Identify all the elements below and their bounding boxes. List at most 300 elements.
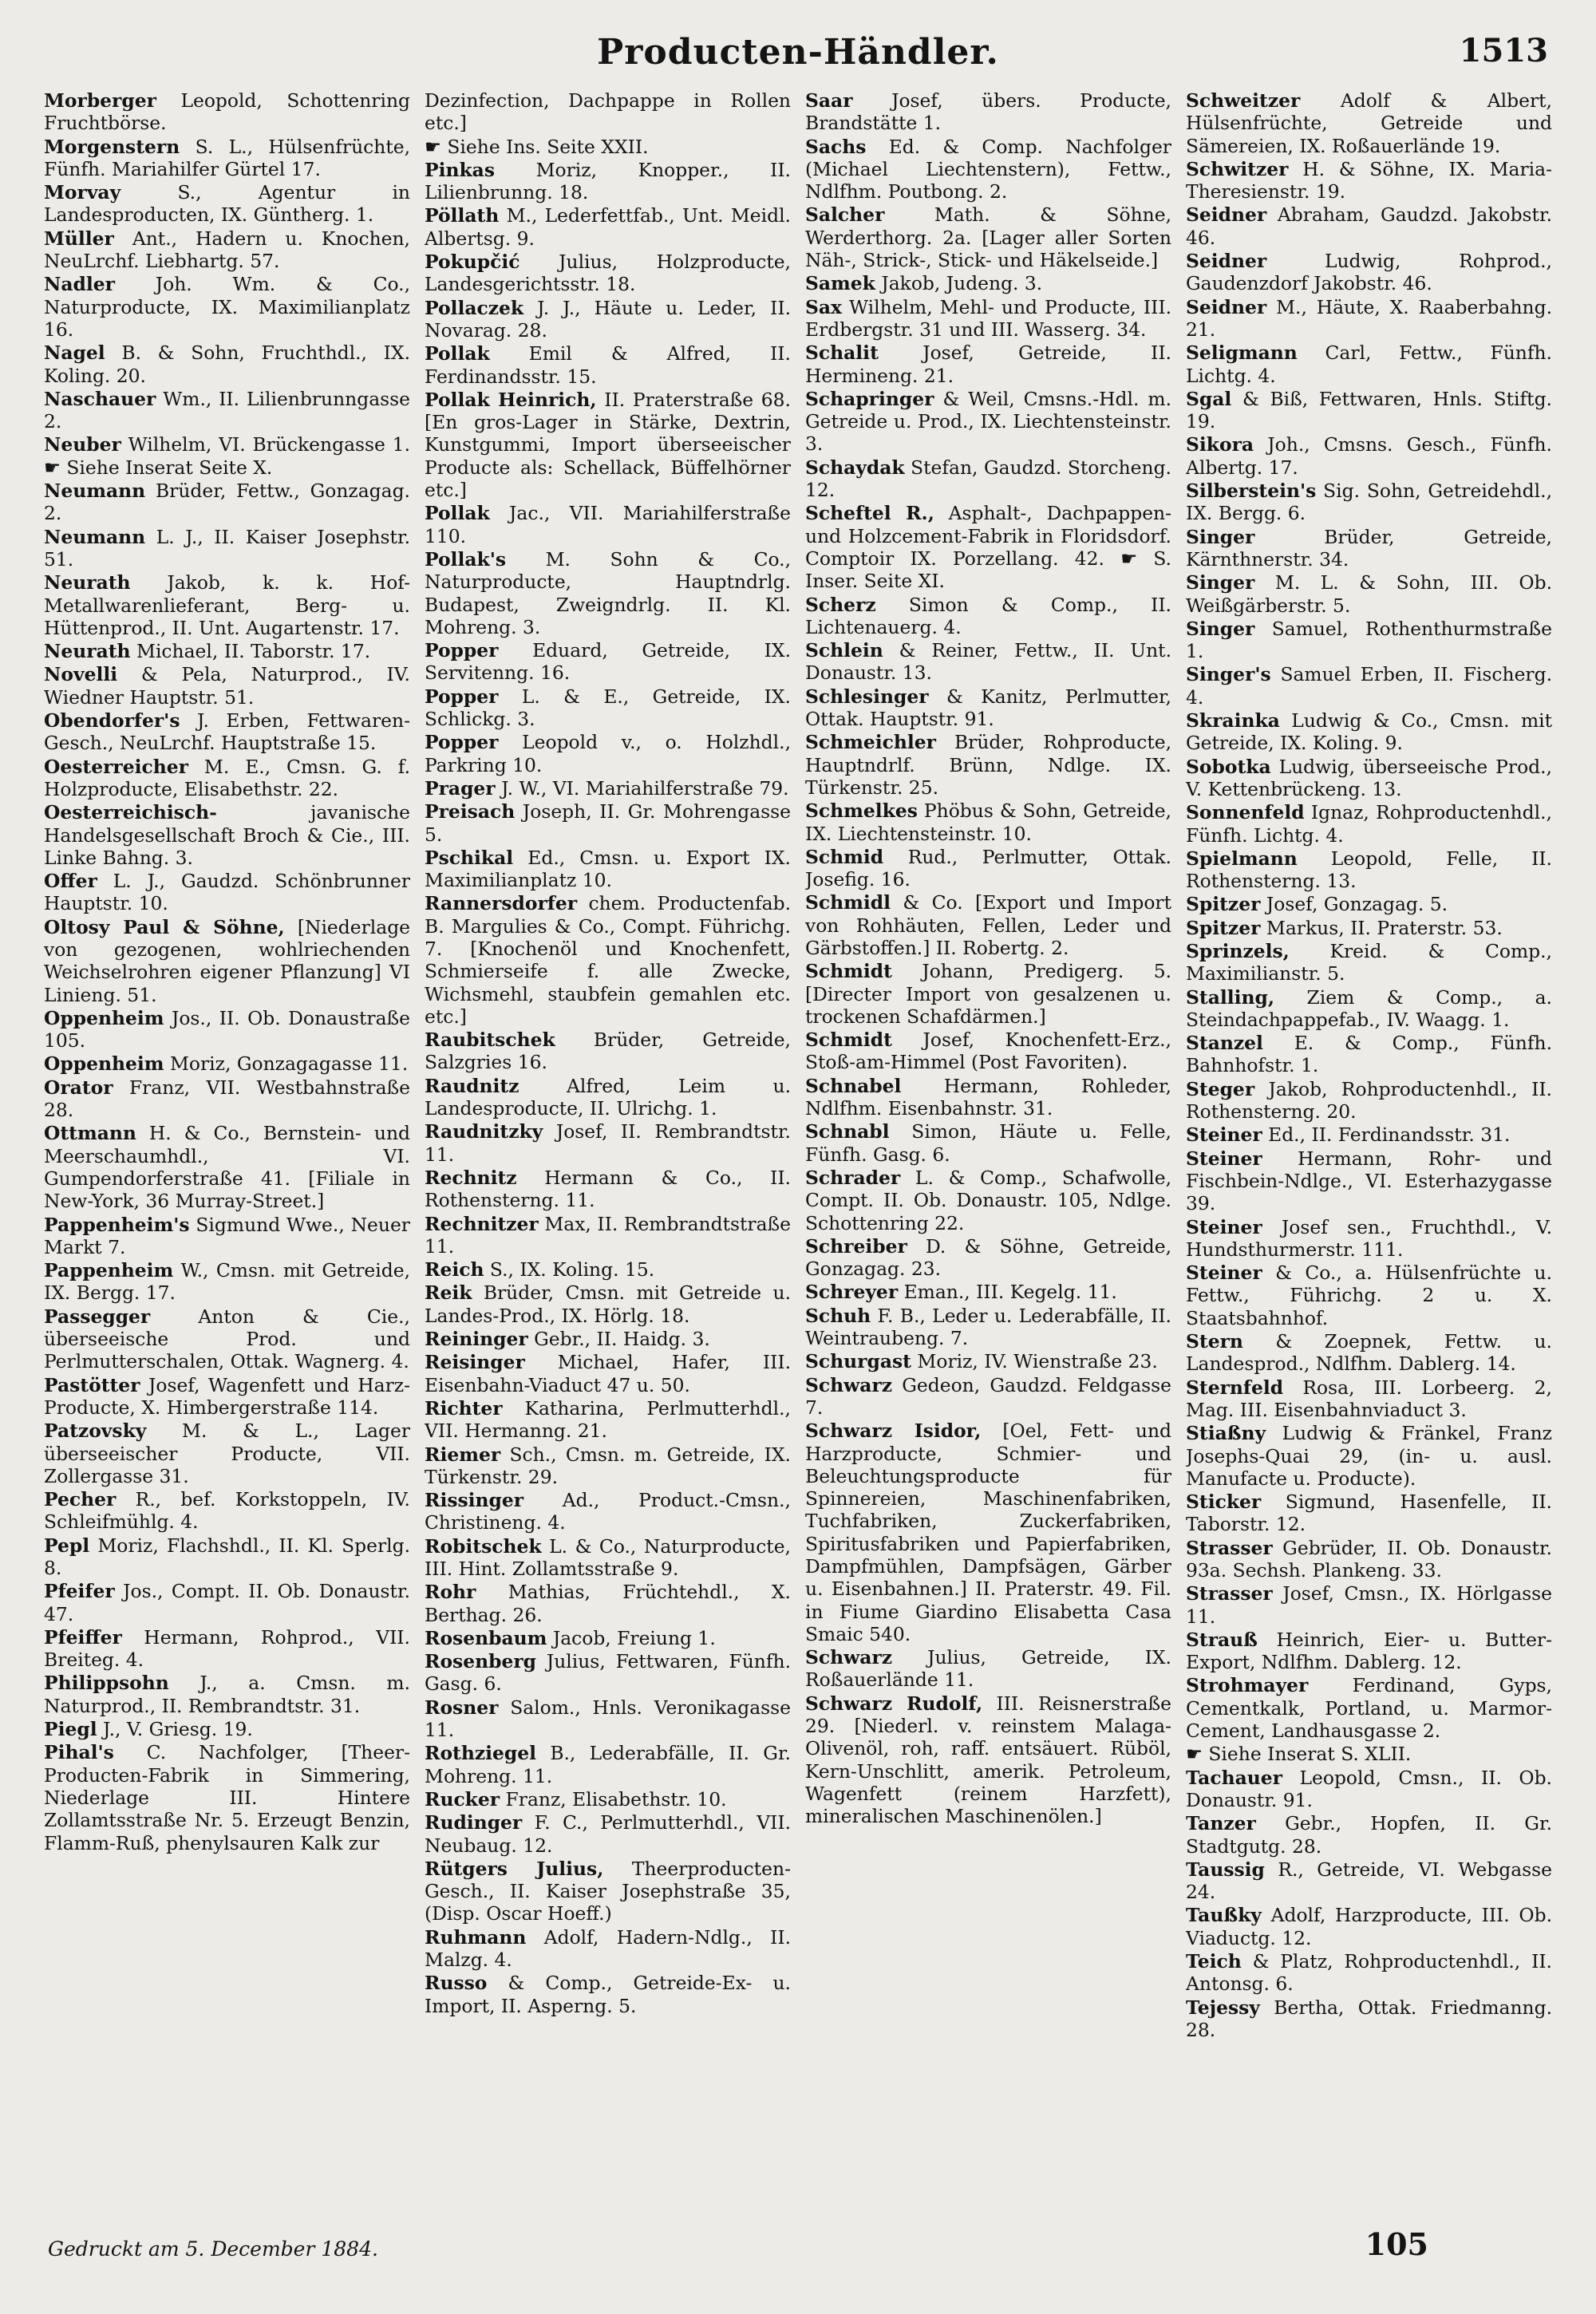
entry-name: Robitschek (425, 1534, 542, 1558)
directory-entry (1186, 1330, 1552, 1376)
entry-name: Schwarz Rudolf, (805, 1692, 983, 1715)
entry-name: Morgenstern (44, 135, 180, 158)
entry-details: Jakob, k. k. Hof-Metallwarenlieferant, Berg- u. Hüttenprod., II. Unt. Augartenstr. 17. (44, 571, 410, 639)
directory-entry (805, 1167, 1171, 1234)
entry-details: Jac., VII. Mariahilferstraße 110. (425, 502, 791, 547)
directory-entry (805, 89, 1171, 135)
entry-name: Sikora (1186, 433, 1254, 456)
entry-details: Dezinfection, Dachpappe in Rollen etc.] (425, 89, 791, 135)
entry-name: Pfeifer (44, 1580, 115, 1603)
directory-entry (805, 1350, 1171, 1372)
entry-details: chem. Productenfab. B. Margulies & Co., Compt. Führichg. 7. [Knochenöl und Knochenfett, Schmierseife f. alle Zwecke, Wichsmehl, staubfein gemahlen etc. etc.] (425, 892, 791, 1028)
entry-details: Franz, VII. Westbahnstraße 28. (44, 1076, 410, 1122)
entry-name: Steiner (1186, 1262, 1262, 1285)
directory-entry (1186, 1996, 1552, 2042)
entry-details: Rud., Perlmutter, Ottak. Josefig. 16. (805, 845, 1171, 891)
entry-name: Rechnitzer (425, 1212, 539, 1235)
entry-name: Schlesinger (805, 685, 929, 708)
entry-name: Seidner (1186, 295, 1267, 318)
entry-name: Neumann (44, 525, 146, 548)
directory-entry (44, 1626, 410, 1672)
entry-details: Simon & Comp., II. Lichtenauerg. 4. (805, 593, 1171, 638)
entry-details: Joh. Wm. & Co., Naturproducte, IX. Maximilianplatz 16. (44, 273, 410, 341)
entry-details: F. B., Leder u. Lederabfälle, II. Weintraubeng. 7. (805, 1304, 1171, 1350)
entry-details: Gebr., Hopfen, II. Gr. Stadtgutg. 28. (1186, 1812, 1552, 1858)
entry-details: Jos., II. Ob. Donaustraße 105. (44, 1006, 410, 1052)
directory-entry (805, 1692, 1171, 1828)
directory-entry (1186, 89, 1552, 157)
directory-entry (425, 1742, 791, 1787)
entry-details: Math. & Söhne, Werderthorg. 2a. [Lager aller Sorten Näh-, Strick-, Stick- und Häkelseide.] (805, 203, 1171, 272)
entry-name: Pschikal (425, 846, 514, 869)
entry-name: Sobotka (1186, 755, 1271, 778)
entry-name: Singer (1186, 525, 1255, 548)
directory-entry (44, 1672, 410, 1717)
entry-details: & Platz, Rohproductenhdl., II. Antonsg. 6. (1186, 1950, 1552, 1996)
entry-name: Ruhmann (425, 1925, 527, 1949)
directory-entry (425, 1535, 791, 1581)
directory-entry (425, 1972, 791, 2017)
entry-details: W., Cmsn. mit Getreide, IX. Bergg. 17. (44, 1259, 410, 1305)
entry-details: M. L. & Sohn, III. Ob. Weißgärberstr. 5. (1186, 571, 1552, 617)
entry-name: Schwarz (805, 1373, 893, 1396)
entry-details: Eman., III. Kegelg. 11. (903, 1281, 1117, 1304)
entry-name: Rosenbaum (425, 1626, 547, 1649)
entry-details: Ziem & Comp., a. Steindachpappefab., IV. Waagg. 1. (1186, 985, 1552, 1031)
entry-name: Orator (44, 1076, 113, 1099)
directory-entry (425, 777, 791, 800)
directory-entry (44, 136, 410, 181)
directory-entry (44, 480, 410, 525)
entry-name: Schreiber (805, 1234, 907, 1258)
entry-name: Neuber (44, 433, 121, 456)
directory-entry (1186, 1950, 1552, 1996)
entry-details: Ed. & Comp. Nachfolger (Michael Liechtenstern), Fettw., Ndlfhm. Poutbong. 2. (805, 135, 1171, 203)
entry-details: Hermann, Rohr- und Fischbein-Ndlge., VI. Esterhazygasse 39. (1186, 1147, 1552, 1215)
entry-details: Rosa, III. Lorbeerg. 2, Mag. III. Eisenbahnviaduct 3. (1186, 1376, 1552, 1421)
entry-details: Jakob, Rohproductenhdl., II. Rothensterng. 20. (1186, 1077, 1552, 1123)
entry-name: Schaydak (805, 456, 905, 479)
directory-entry (425, 1858, 791, 1925)
directory-entry (1186, 1078, 1552, 1123)
entry-name: Schapringer (805, 387, 934, 410)
entry-details: Leopold, Felle, II. Rothensterng. 13. (1186, 847, 1552, 893)
directory-entry (805, 594, 1171, 639)
entry-details: Josef, II. Rembrandtstr. 11. (425, 1120, 791, 1166)
entry-name: Reich (425, 1258, 484, 1281)
directory-entry (44, 1534, 410, 1580)
entry-name: Steger (1186, 1077, 1255, 1100)
directory-entry (805, 342, 1171, 387)
entry-details: S., Agentur in Landesproducten, IX. Güntherg. 1. (44, 181, 410, 227)
entry-details: Sigmund, Hasenfelle, II. Taborstr. 12. (1186, 1491, 1552, 1536)
entry-name: Rothziegel (425, 1742, 537, 1765)
entry-details: Salom., Hnls. Veronikagasse 11. (425, 1696, 791, 1742)
directory-entry (1186, 709, 1552, 755)
entry-details: Markus, II. Praterstr. 53. (1266, 916, 1503, 939)
entry-details: Hermann & Co., II. Rothensterng. 11. (425, 1166, 791, 1212)
directory-entry (1186, 1767, 1552, 1812)
entry-name: Taußky (1186, 1904, 1262, 1927)
entry-details: Sig. Sohn, Getreidehdl., IX. Bergg. 6. (1186, 480, 1552, 525)
directory-entry (44, 526, 410, 571)
entry-name: Pollaczek (425, 296, 524, 319)
directory-entry (805, 272, 1171, 294)
directory-entry (425, 1213, 791, 1258)
entry-details: Wilhelm, VI. Brückengasse 1. ☛ Siehe Inserat Seite X. (44, 433, 410, 479)
entry-details: Michael, Hafer, III. Eisenbahn-Viaduct 47 u. 50. (425, 1351, 791, 1396)
entry-details: [Oel, Fett- und Harzproducte, Schmier- und Beleuchtungsproducte für Spinnereien, Maschinenfabriken, Tuchfabriken, Zuckerfabriken, Spiritusfabriken und Papierfabriken, Dampfmühlen, Dampfsägen, Gärber u. Eisenbahnen.] II. Praterstr. 49. Fil. in Fiume Giardino Elisabetta Casa Smaic 540. (805, 1420, 1171, 1645)
column-3 (805, 89, 1171, 2196)
entry-details: Asphalt-, Dachpappen- und Holzcement-Fabrik in Floridsdorf. Comptoir IX. Porzellang. 42. ☛ S. Inser. Seite XI. (805, 502, 1171, 593)
entry-details: Samuel Erben, II. Fischerg. 4. (1186, 663, 1552, 709)
entry-name: Schmeichler (805, 731, 936, 754)
entry-name: Schurgast (805, 1350, 911, 1373)
entry-name: Rannersdorfer (425, 892, 578, 915)
entry-name: Oltosy Paul & Söhne, (44, 915, 285, 938)
entry-name: Silberstein's (1186, 480, 1317, 503)
directory-entry (805, 800, 1171, 845)
entry-details: Josef sen., Fruchthdl., V. Hundsthurmerstr. 111. (1186, 1215, 1552, 1261)
entry-name: Popper (425, 731, 499, 754)
directory-entry (425, 1258, 791, 1281)
entry-name: Oesterreicher (44, 755, 188, 778)
entry-details: Brüder, Getreide, Kärnthnerstr. 34. (1186, 525, 1552, 571)
entry-details: ☛ Siehe Ins. Seite XXII. (425, 135, 649, 158)
column-1 (44, 89, 410, 2196)
entry-details: Moriz, Knopper., II. Lilienbrunng. 18. (425, 158, 791, 204)
entry-name: Taussig (1186, 1858, 1265, 1881)
directory-entry (425, 204, 791, 250)
entry-name: Schalit (805, 342, 879, 365)
entry-name: Pollak Heinrich, (425, 388, 597, 411)
directory-entry (44, 388, 410, 433)
directory-entry (1186, 1262, 1552, 1329)
directory-entry (44, 342, 410, 387)
entry-details: Ludwig & Co., Cmsn. mit Getreide, IX. Koling. 9. (1186, 709, 1552, 755)
entry-details: L. & E., Getreide, IX. Schlickg. 3. (425, 685, 791, 731)
directory-entry (425, 1489, 791, 1534)
directory-entry (1186, 1629, 1552, 1674)
directory-entry (44, 1741, 410, 1854)
entry-name: Naschauer (44, 387, 156, 410)
entry-details: Josef, Gonzagag. 5. (1266, 893, 1448, 916)
directory-entry (1186, 1123, 1552, 1146)
directory-entry (425, 502, 791, 547)
directory-entry (425, 1029, 791, 1074)
directory-columns (44, 89, 1552, 2196)
directory-entry (425, 1696, 791, 1742)
entry-name: Teich (1186, 1950, 1242, 1973)
entry-details: Ad., Product.-Cmsn., Christineng. 4. (425, 1489, 791, 1534)
directory-entry (44, 1076, 410, 1122)
entry-details: Stefan, Gaudzd. Storcheng. 12. (805, 456, 1171, 502)
directory-entry (44, 227, 410, 273)
entry-name: Pihal's (44, 1741, 114, 1764)
entry-details: S., IX. Koling. 15. (489, 1258, 655, 1281)
entry-name: Neumann (44, 480, 146, 503)
entry-details: B., Lederabfälle, II. Gr. Mohreng. 11. (425, 1742, 791, 1787)
entry-details: Moriz, Gonzagagasse 11. (169, 1052, 409, 1076)
entry-name: Patzovsky (44, 1420, 147, 1443)
entry-details: M. E., Cmsn. G. f. Holzproducte, Elisabethstr. 22. (44, 755, 410, 800)
directory-entry (44, 181, 410, 227)
directory-entry (425, 639, 791, 685)
entry-name: Russo (425, 1972, 488, 1995)
entry-name: Stanzel (1186, 1032, 1263, 1055)
entry-details: & Pela, Naturprod., IV. Wiedner Hauptstr. 51. (44, 663, 410, 709)
directory-entry (805, 685, 1171, 731)
entry-details: III. Reisnerstraße 29. [Niederl. v. reinstem Malaga-Olivenöl, roh, raff. entsäuert. Rüböl, Kern-Unschlitt, amerik. Petroleum, Wagenfett (reinem Harzfett), mineralischen Maschinenölen.] (805, 1692, 1171, 1828)
entry-details: & Kanitz, Perlmutter, Ottak. Hauptstr. 91. (805, 685, 1171, 731)
entry-name: Schwitzer (1186, 157, 1289, 180)
entry-details: Gebrüder, II. Ob. Donaustr. 93a. Sechsh. Plankeng. 33. (1186, 1536, 1552, 1581)
entry-details: L. J., II. Kaiser Josephstr. 51. (44, 525, 410, 571)
entry-name: Steiner (1186, 1123, 1262, 1147)
directory-entry (805, 1646, 1171, 1692)
entry-name: Strauß (1186, 1628, 1258, 1651)
entry-name: Spitzer (1186, 893, 1261, 916)
entry-name: Ottmann (44, 1122, 136, 1145)
entry-name: Passegger (44, 1305, 151, 1328)
page-footer (48, 2226, 1548, 2282)
entry-name: Rissinger (425, 1489, 524, 1512)
entry-name: Stalling, (1186, 985, 1275, 1009)
directory-entry (44, 756, 410, 801)
entry-name: Strasser (1186, 1536, 1273, 1559)
directory-entry (44, 709, 410, 755)
entry-name: Singer's (1186, 663, 1271, 686)
entry-name: Schmidt (805, 960, 892, 983)
directory-entry (1186, 1582, 1552, 1628)
entry-details: Franz, Elisabethstr. 10. (505, 1787, 727, 1811)
entry-details: J. Erben, Fettwaren-Gesch., NeuLrchf. Hauptstraße 15. (44, 709, 410, 755)
directory-entry (44, 1305, 410, 1373)
directory-entry (44, 1052, 410, 1075)
entry-name: Schmidt (805, 1029, 892, 1052)
entry-name: Schmid (805, 845, 884, 868)
directory-entry (425, 1397, 791, 1443)
directory-entry (805, 960, 1171, 1028)
entry-details: ☛ Siehe Inserat S. XLII. (1186, 1743, 1412, 1766)
directory-entry (805, 1305, 1171, 1350)
directory-entry (425, 1788, 791, 1811)
entry-name: Richter (425, 1396, 503, 1420)
directory-entry (1186, 847, 1552, 893)
entry-details: Brüder, Cmsn. mit Getreide u. Landes-Prod., IX. Hörlg. 18. (425, 1281, 791, 1327)
entry-details: Phöbus & Sohn, Getreide, IX. Liechtensteinstr. 10. (805, 800, 1171, 845)
page-header (48, 32, 1548, 88)
directory-entry (1186, 618, 1552, 663)
entry-name: Rosenberg (425, 1650, 537, 1673)
entry-details: C. Nachfolger, [Theer-Producten-Fabrik in Simmering, Niederlage III. Hintere Zollamtsstraße Nr. 5. Erzeugt Benzin, Flamm-Ruß, phenylsauren Kalk zur (44, 1741, 410, 1854)
directory-entry (44, 640, 410, 662)
entry-details: E. & Comp., Fünfh. Bahnhofstr. 1. (1186, 1032, 1552, 1077)
entry-name: Pfeiffer (44, 1625, 122, 1649)
entry-details: Ant., Hadern u. Knochen, NeuLrchf. Liebhartg. 57. (44, 227, 410, 273)
directory-entry (425, 1328, 791, 1350)
entry-details: Moriz, Flachshdl., II. Kl. Sperlg. 8. (44, 1534, 410, 1579)
entry-details: L. & Co., Naturproducte, III. Hint. Zollamtsstraße 9. (425, 1534, 791, 1580)
entry-details: Johann, Predigerg. 5. [Directer Import von gesalzenen u. trockenen Schafdärmen.] (805, 960, 1171, 1028)
directory-entry (1186, 1216, 1552, 1262)
entry-details: Katharina, Perlmutterhdl., VII. Hermanng. 21. (425, 1396, 791, 1443)
entry-details: Julius, Holzproducte, Landesgerichtsstr. 18. (425, 251, 791, 296)
entry-name: Offer (44, 870, 97, 893)
entry-name: Popper (425, 685, 499, 708)
entry-details: Josef, Wagenfett und Harz-Producte, X. Himbergerstraße 114. (44, 1373, 410, 1419)
directory-entry (44, 433, 410, 479)
entry-details: Abraham, Gaudzd. Jakobstr. 46. (1186, 203, 1552, 249)
directory-entry (425, 685, 791, 731)
directory-entry (425, 1120, 791, 1166)
entry-name: Spielmann (1186, 847, 1298, 870)
entry-details: Hermann, Rohprod., VII. Breiteg. 4. (44, 1625, 410, 1672)
entry-details: Josef, Cmsn., IX. Hörlgasse 11. (1186, 1582, 1552, 1628)
entry-name: Strohmayer (1186, 1674, 1309, 1697)
entry-name: Pöllath (425, 204, 500, 227)
entry-details: R., Getreide, VI. Webgasse 24. (1186, 1858, 1552, 1904)
entry-details: Mathias, Früchtehdl., X. Berthag. 26. (425, 1581, 791, 1626)
directory-entry (1186, 526, 1552, 571)
entry-name: Schuh (805, 1304, 871, 1327)
entry-name: Pollak's (425, 547, 507, 571)
entry-name: Schwarz (805, 1646, 893, 1669)
entry-name: Reik (425, 1281, 472, 1305)
directory-entry (44, 1374, 410, 1420)
entry-details: Kreid. & Comp., Maximilianstr. 5. (1186, 939, 1552, 985)
entry-name: Sprinzels, (1186, 939, 1290, 962)
column-2 (425, 89, 791, 2196)
entry-details: J., V. Griesg. 19. (103, 1718, 253, 1741)
entry-name: Neurath (44, 640, 131, 663)
entry-details: & Biß, Fettwaren, Hnls. Stiftg. 19. (1186, 387, 1552, 433)
directory-entry (44, 663, 410, 709)
directory-entry (1186, 1904, 1552, 1949)
entry-name: Pinkas (425, 158, 496, 181)
entry-name: Rosner (425, 1696, 499, 1719)
directory-entry (425, 251, 791, 296)
entry-name: Strasser (1186, 1582, 1273, 1605)
entry-details: & Zoepnek, Fettw. u. Landesprod., Ndlfhm. Dablerg. 14. (1186, 1330, 1552, 1376)
directory-entry (1186, 663, 1552, 709)
directory-entry (1186, 1812, 1552, 1858)
directory-entry (44, 571, 410, 639)
entry-name: Piegl (44, 1718, 97, 1741)
directory-entry (425, 1167, 791, 1212)
entry-name: Sternfeld (1186, 1376, 1284, 1399)
directory-entry (1186, 342, 1552, 387)
entry-name: Tachauer (1186, 1766, 1282, 1789)
sheet-number: 105 (1365, 2226, 1428, 2262)
directory-entry (1186, 1376, 1552, 1422)
directory-entry (425, 1581, 791, 1626)
directory-entry (425, 1627, 791, 1649)
entry-name: Sticker (1186, 1491, 1262, 1514)
entry-name: Skrainka (1186, 709, 1280, 733)
entry-name: Reininger (425, 1328, 528, 1351)
directory-entry (1186, 1858, 1552, 1904)
entry-details: Sigmund Wwe., Neuer Markt 7. (44, 1213, 410, 1258)
directory-entry (425, 1650, 791, 1696)
entry-details: & Reiner, Fettw., II. Unt. Donaustr. 13. (805, 639, 1171, 685)
entry-details: M., Lederfettfab., Unt. Meidl. Albertsg. 9. (425, 204, 791, 250)
entry-details: S. L., Hülsenfrüchte, Fünfh. Mariahilfer Gürtel 17. (44, 135, 410, 180)
entry-name: Sax (805, 295, 842, 318)
entry-name: Samek (805, 272, 875, 295)
entry-name: Sachs (805, 135, 867, 158)
directory-entry (1186, 480, 1552, 525)
directory-entry (425, 1926, 791, 1972)
entry-name: Seligmann (1186, 342, 1298, 365)
directory-entry (44, 1214, 410, 1259)
entry-details: Moriz, IV. Wienstraße 23. (917, 1350, 1158, 1373)
entry-name: Rucker (425, 1787, 500, 1811)
entry-details: L. & Comp., Schafwolle, Compt. II. Ob. Donaustr. 105, Ndlge. Schottenring 22. (805, 1166, 1171, 1234)
directory-entry (1186, 1491, 1552, 1536)
entry-name: Pepl (44, 1534, 90, 1557)
entry-name: Oesterreichisch- (44, 801, 217, 824)
entry-name: Novelli (44, 663, 118, 686)
directory-entry (1186, 801, 1552, 847)
directory-entry (425, 1443, 791, 1489)
entry-details: Simon, Häute u. Felle, Fünfh. Gasg. 6. (805, 1120, 1171, 1166)
entry-name: Sonnenfeld (1186, 801, 1305, 824)
entry-details: F. C., Perlmutterhdl., VII. Neubaug. 12. (425, 1811, 791, 1857)
directory-entry (805, 1235, 1171, 1281)
entry-details: Eduard, Getreide, IX. Servitenng. 16. (425, 639, 791, 685)
entry-name: Popper (425, 639, 499, 662)
entry-name: Pappenheim's (44, 1213, 190, 1236)
directory-entry (44, 1007, 410, 1052)
directory-entry (44, 1259, 410, 1305)
entry-name: Schrader (805, 1166, 901, 1189)
entry-name: Singer (1186, 617, 1255, 640)
directory-entry (44, 89, 410, 135)
entry-details: Ludwig & Fränkel, Franz Josephs-Quai 29, (in- u. ausl. Manufacte u. Producte). (1186, 1422, 1552, 1490)
entry-name: Raubitschek (425, 1029, 555, 1052)
entry-details: Carl, Fettw., Fünfh. Lichtg. 4. (1186, 342, 1552, 387)
directory-entry (805, 388, 1171, 456)
entry-details: Leopold v., o. Holzhdl., Parkring 10. (425, 731, 791, 776)
directory-entry (805, 1281, 1171, 1303)
entry-details: Josef, Getreide, II. Hermineng. 21. (805, 342, 1171, 387)
entry-details: J., a. Cmsn. m. Naturprod., II. Rembrandtstr. 31. (44, 1672, 410, 1717)
entry-name: Schwarz Isidor, (805, 1420, 982, 1443)
entry-details: Wm., II. Lilienbrunngasse 2. (44, 387, 410, 433)
entry-name: Nagel (44, 342, 105, 365)
directory-entry (805, 136, 1171, 203)
directory-entry (425, 1351, 791, 1396)
entry-name: Preisach (425, 800, 516, 823)
page-number: 1513 (1459, 32, 1548, 69)
directory-entry (805, 731, 1171, 799)
entry-name: Stiaßny (1186, 1422, 1266, 1445)
entry-name: Scheftel R., (805, 502, 934, 525)
directory-entry (44, 1122, 410, 1212)
entry-details: Gebr., II. Haidg. 3. (534, 1328, 710, 1351)
directory-entry (1186, 250, 1552, 295)
entry-name: Schmidl (805, 891, 891, 914)
entry-details: javanische Handelsgesellschaft Broch & Cie., III. Linke Bahng. 3. (44, 801, 410, 869)
directory-entry (805, 846, 1171, 891)
entry-name: Rütgers Julius, (425, 1857, 604, 1880)
directory-entry (44, 870, 410, 915)
directory-entry (805, 296, 1171, 342)
entry-name: Oppenheim (44, 1006, 164, 1029)
entry-name: Morberger (44, 89, 156, 112)
entry-details: Julius, Fettwaren, Fünfh. Gasg. 6. (425, 1650, 791, 1696)
